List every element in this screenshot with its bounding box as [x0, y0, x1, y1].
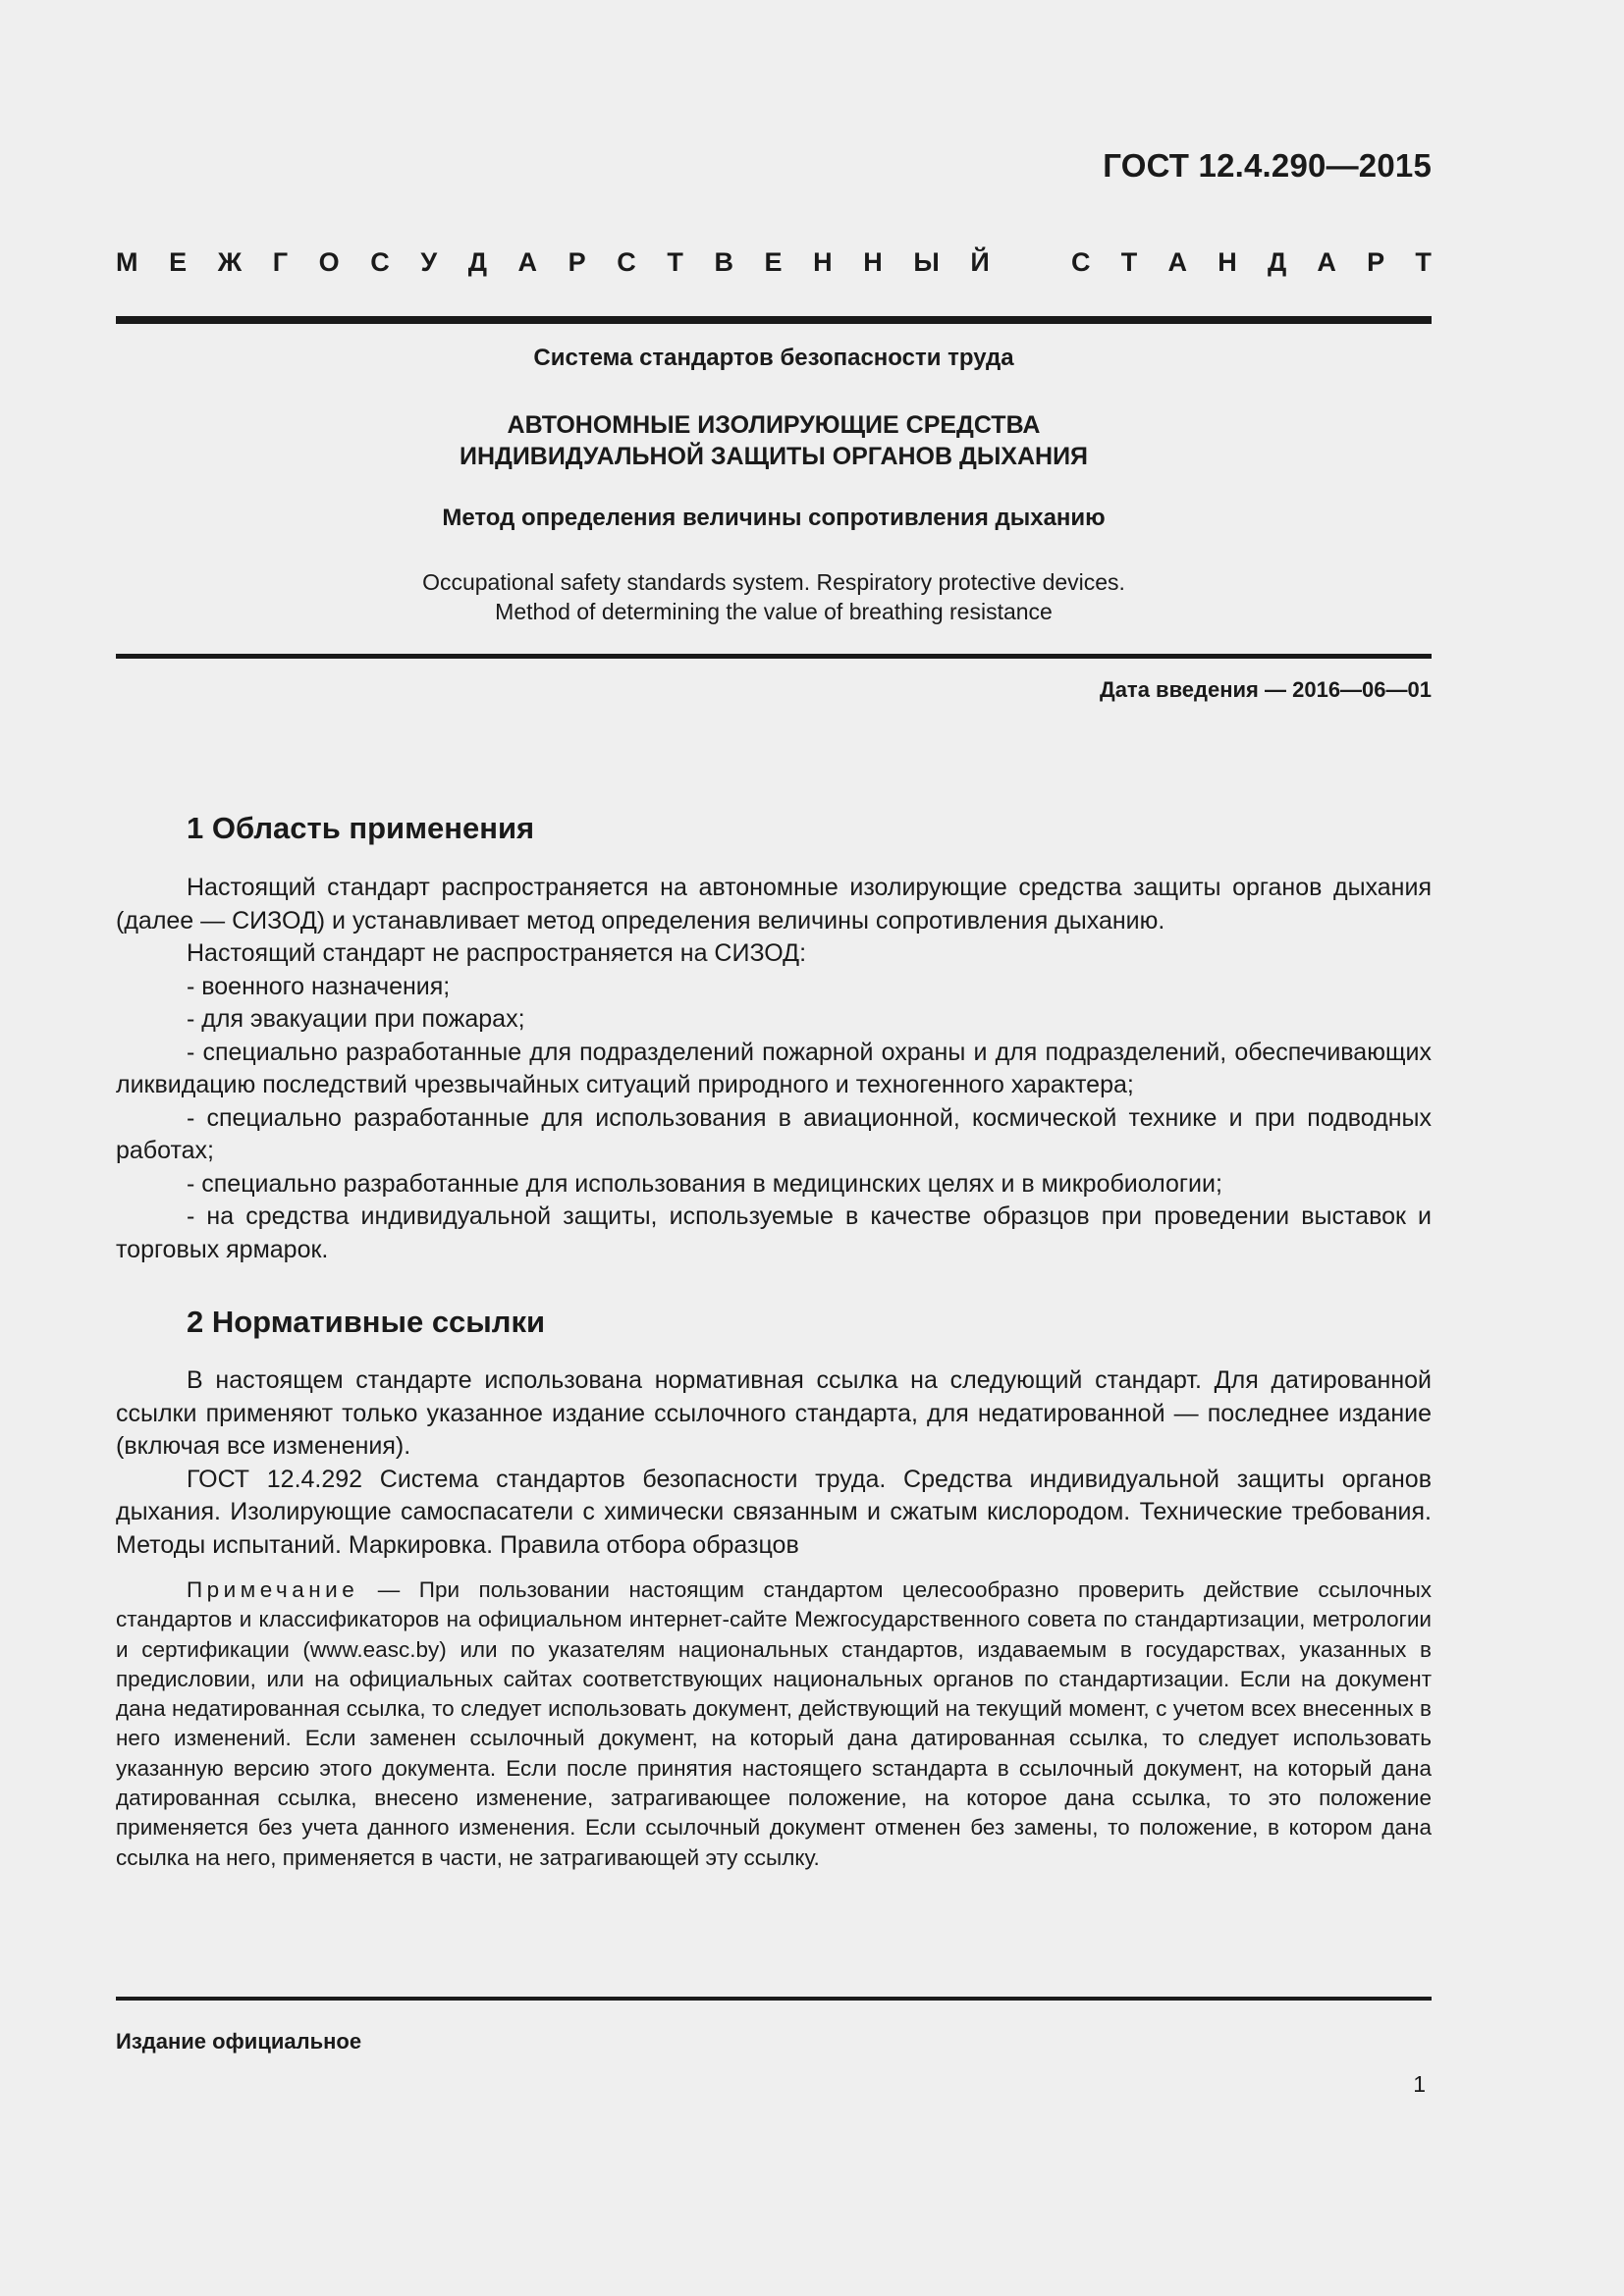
main-title-line: АВТОНОМНЫЕ ИЗОЛИРУЮЩИЕ СРЕДСТВА [507, 411, 1041, 439]
letter: У [420, 247, 438, 277]
letter: Р [568, 247, 586, 277]
letter: С [370, 247, 390, 277]
letter: С [617, 247, 636, 277]
letter: Т [1415, 247, 1432, 277]
letter: С [1071, 247, 1091, 277]
letter: Е [764, 247, 783, 277]
page-number: 1 [1413, 2071, 1426, 2097]
paragraph: Настоящий стандарт не распространяется на СИЗОД: [187, 939, 807, 967]
system-title: Система стандартов безопасности труда [533, 345, 1014, 371]
english-title-line: Occupational safety standards system. Respiratory protective devices. [422, 569, 1125, 595]
letter: А [1167, 247, 1187, 277]
reference-entry: ГОСТ 12.4.292 Система стандартов безопасности труда. Средства индивидуальной защиты органов дыхания. Изолирующие самоспасатели с химически связанным и сжатым кислородом. Технические требования. Методы испытаний. Маркировка. Правила отбора образцов [116, 1465, 1432, 1559]
letter: Г [272, 247, 289, 277]
section-2-body [116, 1364, 1432, 1562]
note [116, 1575, 1432, 1873]
letter: М [116, 247, 138, 277]
list-item: - на средства индивидуальной защиты, используемые в качестве образцов при проведении выставок и торговых ярмарок. [116, 1202, 1432, 1263]
letter: Т [1120, 247, 1138, 277]
letter: Ы [913, 247, 940, 277]
letter: А [517, 247, 538, 277]
introduction-date: Дата введения — 2016—06—01 [1100, 677, 1432, 702]
edition-label: Издание официальное [116, 2029, 362, 2054]
main-title [116, 409, 1432, 472]
main-title-line: ИНДИВИДУАЛЬНОЙ ЗАЩИТЫ ОРГАНОВ ДЫХАНИЯ [459, 443, 1089, 470]
letter: О [318, 247, 340, 277]
footer-divider [116, 1997, 1432, 2001]
section-1-body [116, 872, 1432, 1266]
letter: А [1317, 247, 1336, 277]
section-1-heading: 1 Область применения [187, 811, 535, 845]
list-item: - специально разработанные для использования в авиационной, космической технике и при подводных работах; [116, 1103, 1432, 1164]
list-item: - специально разработанные для подразделений пожарной охраны и для подразделений, обеспечивающих ликвидацию последствий чрезвычайных ситуаций природного и техногенного характера; [116, 1038, 1432, 1098]
paragraph: В настоящем стандарте использована нормативная ссылка на следующий стандарт. Для датированной ссылки применяют только указанное издание ссылочного стандарта, для недатированной — последнее издание (включая все изменения). [116, 1366, 1432, 1460]
letter: Р [1367, 247, 1385, 277]
english-title [116, 567, 1432, 626]
title-divider [116, 654, 1432, 659]
note-paragraph [116, 1575, 1432, 1873]
standard-type-word-interstate [116, 247, 990, 278]
letter: Е [169, 247, 188, 277]
letter: Н [1218, 247, 1237, 277]
letter: Й [970, 247, 990, 277]
list-item: - для эвакуации при пожарах; [187, 1005, 525, 1033]
list-item: - специально разработанные для использования в медицинских целях и в микробиологии; [187, 1169, 1222, 1198]
letter: Ж [217, 247, 243, 277]
section-2-heading: 2 Нормативные ссылки [187, 1305, 546, 1339]
letter: Д [467, 247, 487, 277]
note-text: — При пользовании настоящим стандартом целесообразно проверить действие ссылочных стандартов и классификаторов на официальном интернет-сайте Межгосударственного совета по стандартизации, метрологии и сертификации (www.easc.by) или по указателям национальных стандартов, издаваемым в государствах, указанных в предисловии, или на официальных сайтах соответствующих национальных органов по стандартизации. Если на документ дана недатированная ссылка, то следует использовать документ, действующий на текущий момент, с учетом всех внесенных в него изменений. Если заменен ссылочный документ, на который дана датированная ссылка, то следует использовать указанную версию этого документа. Если после принятия настоящего sстандарта в ссылочный документ, на который дана датированная ссылка, внесено изменение, затрагивающее положение, на которое дана ссылка, то это положение применяется без учета данного изменения. Если ссылочный документ отменен без замены, то положение, в котором дана ссылка на него, применяется в части, не затрагивающей эту ссылку. [116, 1577, 1432, 1870]
letter: Н [813, 247, 833, 277]
top-divider [116, 316, 1432, 324]
english-title-line: Method of determining the value of breathing resistance [495, 599, 1053, 624]
letter: В [714, 247, 733, 277]
list-item: - военного назначения; [187, 972, 451, 1000]
subtitle: Метод определения величины сопротивления дыханию [442, 505, 1106, 531]
letter: Т [667, 247, 683, 277]
paragraph: Настоящий стандарт распространяется на автономные изолирующие средства защиты органов дыхания (далее — СИЗОД) и устанавливает метод определения величины сопротивления дыханию. [116, 874, 1432, 934]
letter: Д [1267, 247, 1287, 277]
letter: Н [863, 247, 883, 277]
standard-number: ГОСТ 12.4.290—2015 [1103, 147, 1432, 184]
standard-type-heading [116, 247, 1432, 278]
note-label: Примечание [187, 1577, 359, 1602]
standard-type-word-standard [1071, 247, 1432, 278]
